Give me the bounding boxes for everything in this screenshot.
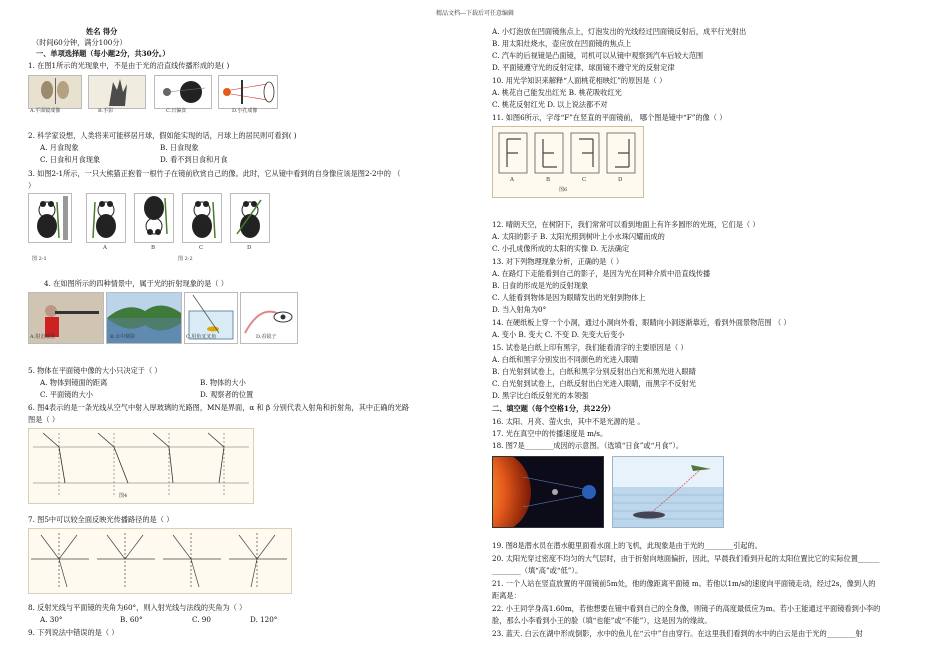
page-header: 精品文档---下载后可任意编辑 (435, 10, 515, 17)
q9-option-b: B. 用太阳灶烧水，壶应放在凹面镜的焦点上 (492, 39, 632, 48)
q4-caption-a: A.射击瞄准 (30, 334, 56, 340)
q12-options-cd: C. 小孔成像所成的太阳的实像 D. 无法确定 (492, 244, 630, 253)
q3-letter-d: D (247, 245, 252, 251)
q4-caption-b: B.水中倒影 (110, 334, 136, 340)
question-14: 14. 在硬纸板上穿一个小洞，通过小洞向外看，眼睛向小洞逐渐靠近，看到外面景物范围 （ ） (492, 318, 791, 327)
q6-fig-label: 图4 (119, 493, 128, 499)
q3-letter-b: B (151, 245, 156, 251)
q1-figure (28, 75, 278, 113)
q1-label-c: C.日偏食 (166, 108, 187, 114)
q2-option-c: C. 日食和月食现象 (40, 155, 101, 164)
q3-figure (28, 193, 278, 265)
q4-caption-d: D.看镜子 (256, 334, 277, 340)
question-9: 9. 下列说法中错误的是（ ） (28, 628, 119, 637)
q1-image-b (88, 75, 146, 109)
question-23: 23. 蓝天. 白云在湖中形成倒影，水中的鱼儿在“云中”自由穿行。在这里我们看到的水中的白云是由于光的________射 (492, 629, 863, 638)
q10-options-cd: C. 桃花反射红光 D. 以上说法都不对 (492, 100, 608, 109)
section-1-title: 一、单项选择题（每小题2分，共30分。） (36, 49, 170, 58)
q8-option-d: D. 120° (250, 615, 278, 624)
q13-option-b: B. 日食的形成是光的反射现象 (492, 281, 589, 290)
q3-panda-mirror (28, 193, 72, 243)
question-12: 12. 晴朗天空，在树阴下，我们常常可以看到地面上有许多圆形的光斑，它们是（ ） (492, 220, 760, 229)
q1-image-d (218, 75, 278, 109)
q11-letter-c: C (582, 177, 587, 183)
q14-options: A. 变小 B. 变大 C. 不变 D. 先变大后变小 (492, 330, 625, 339)
q3-panda-b (134, 193, 174, 243)
q18-eclipse-figure (492, 456, 604, 528)
q3-letter-a: A (103, 245, 107, 251)
question-3: 3. 如图2-1所示，一只大熊猫正抱着一根竹子在镜前欣赏自己的像。此时，它从镜中看到的自身像应该是图2-2中的 （ (28, 169, 401, 178)
question-5: 5. 物体在平面镜中像的大小只决定于（ ） (28, 366, 162, 375)
q11-figure (492, 126, 644, 198)
question-6-cont: 图是（ ） (28, 415, 60, 424)
question-15: 15. 试卷是白纸上印有黑字，我们能看清字的主要原因是（ ） (492, 343, 688, 352)
q5-option-c: C. 平面镜的大小 (40, 390, 93, 399)
q11-letter-d: D (618, 177, 623, 183)
q9-option-c: C. 汽车的后视镜是凸面镜，司机可以从镜中观察到汽车后较大范围 (492, 51, 704, 60)
q3-fig-label-2: 图 2-2 (178, 256, 193, 262)
q15-option-b: B. 白光射到试卷上，白纸和黑字分别反射出白光和黑光进入眼睛 (492, 367, 696, 376)
q13-option-c: C. 人能看到物体是因为眼睛发出的光射到物体上 (492, 293, 646, 302)
q3-fig-label-1: 图 2-1 (32, 256, 47, 262)
question-17: 17. 光在真空中的传播速度是 m/s。 (492, 429, 608, 438)
question-21: 21. 一个人站在竖直放置的平面镜前5m处，他的像距离平面镜 m。若他以1m/s的速度向平面镜走动，经过2s，像到人的 (492, 579, 876, 588)
question-21-cont: 距离是： (492, 591, 521, 600)
q8-option-c: C. 90 (192, 615, 211, 624)
q11-letter-b: B (546, 177, 551, 183)
q9-option-a: A. 小灯泡放在凹面镜焦点上，灯泡发出的光线经过凹面镜反射后，成平行光射出 (492, 27, 747, 36)
question-3-cont: ） (28, 181, 36, 190)
q15-option-a: A. 白纸和黑字分别发出不同颜色的光进入眼睛 (492, 355, 639, 364)
q2-option-a: A. 月食现象 (40, 143, 79, 152)
q15-option-d: D. 黑字比白纸反射光的本领强 (492, 391, 589, 400)
question-16: 16. 太阳、月亮、萤火虫，其中不是光源的是 。 (492, 417, 645, 426)
question-19: 19. 图8是潜水员在潜水艇里面看水面上的飞机，此现象是由于光的________引起的。 (492, 541, 762, 550)
q10-options-ab: A. 桃花自己能发出红光 B. 桃花吸收红光 (492, 88, 622, 97)
question-6: 6. 图4表示的是一条光线从空气中射入厚玻璃的光路图，MN是界面，α 和 β 分别代表入射角和折射角，其中正确的光路 (28, 403, 410, 412)
q13-option-d: D. 当入射角为0° (492, 305, 547, 314)
question-18: 18. 图7是________成因的示意图。（选填“日食”或“月食”）。 (492, 441, 684, 450)
q5-option-a: A. 物体到镜面的距离 (40, 378, 108, 387)
q2-option-d: D. 看不到日食和月食 (160, 155, 228, 164)
q9-option-d: D. 平面镜遵守光的反射定律，球面镜不遵守光的反射定律 (492, 63, 675, 72)
q6-figure (28, 428, 254, 504)
q5-option-d: D. 观察者的位置 (200, 390, 254, 399)
q13-option-a: A. 在路灯下走能看到自己的影子，是因为光在同种介质中沿直线传播 (492, 269, 711, 278)
question-11: 11. 如图6所示，字母“F”在竖直的平面镜前， 哪个图是镜中“F”的像（ ） (492, 113, 727, 122)
question-4: 4. 在如图所示的四种情景中，属于光的折射现象的是（ ） (44, 279, 228, 288)
q12-options-ab: A. 太阳的影子 B. 太阳光照到树叶上小水珠闪耀而成的 (492, 232, 665, 241)
q5-option-b: B. 物体的大小 (200, 378, 246, 387)
question-20-cont: ________（填“高”或“低”）。 (492, 566, 583, 575)
q7-figure (28, 528, 292, 594)
q2-option-b: B. 日食现象 (160, 143, 199, 152)
q3-panda-a (86, 193, 126, 243)
q11-fig-label: 图6 (559, 187, 568, 193)
q8-option-b: B. 60° (120, 615, 143, 624)
q3-panda-c (182, 193, 222, 243)
question-2: 2. 科学家设想，人类将来可能移居月球，假如能实现的话，月球上的居民则可看到( ) (28, 131, 297, 140)
question-20: 20. 太阳光穿过密度不均匀的大气层时，由于折射向地面偏折，因此，早晨我们看到升起的太阳位置比它的实际位置______ (492, 554, 880, 563)
q4-caption-c: C.用鱼叉叉鱼 (186, 334, 217, 340)
q1-label-d: D.小孔成像 (232, 108, 258, 114)
question-22: 22. 小王同学身高1.60m，若他想要在镜中看到自己的全身像，则镜子的高度最低应为m。若小王能通过平面镜看到小李的 (492, 604, 881, 613)
q1-label-b: B.手影 (98, 108, 114, 114)
q1-image-a (28, 75, 82, 109)
q1-label-a: A.平面镜成像 (30, 108, 61, 114)
question-7: 7. 图5中可以较全面反映光传播路径的是（ ） (28, 515, 174, 524)
q15-option-c: C. 白光射到试卷上，白纸反射出白光进入眼睛，而黑字不反射光 (492, 379, 696, 388)
question-8: 8. 反射光线与平面镜的夹角为60°，则入射光线与法线的夹角为（ ） (28, 603, 247, 612)
q3-letter-c: C (199, 245, 204, 251)
exam-info: （时间60分钟，满分100分） (32, 38, 127, 47)
q3-panda-d (230, 193, 270, 243)
section-2-title: 二、填空题（每个空格1分，共22分） (492, 404, 615, 413)
q19-submarine-figure (612, 456, 724, 528)
q4-figure (28, 292, 298, 350)
question-13: 13. 对下列物理现象分析，正确的是（ ） (492, 257, 624, 266)
q8-option-a: A. 30° (40, 615, 63, 624)
question-1: 1. 在图1所示的光现象中，不是由于光的沿直线传播形成的是( ) (28, 61, 230, 70)
q11-letter-a: A (510, 177, 514, 183)
question-10: 10. 用光学知识来解释“人面桃花相映红”的原因是（ ） (492, 76, 667, 85)
q1-image-c (154, 75, 212, 109)
name-score-line: 姓名 得分 (86, 27, 118, 36)
question-22-cont: 脸，那么小李看到小王的脸（填“也能”或“不能”），这是因为的缘故。 (492, 616, 712, 625)
